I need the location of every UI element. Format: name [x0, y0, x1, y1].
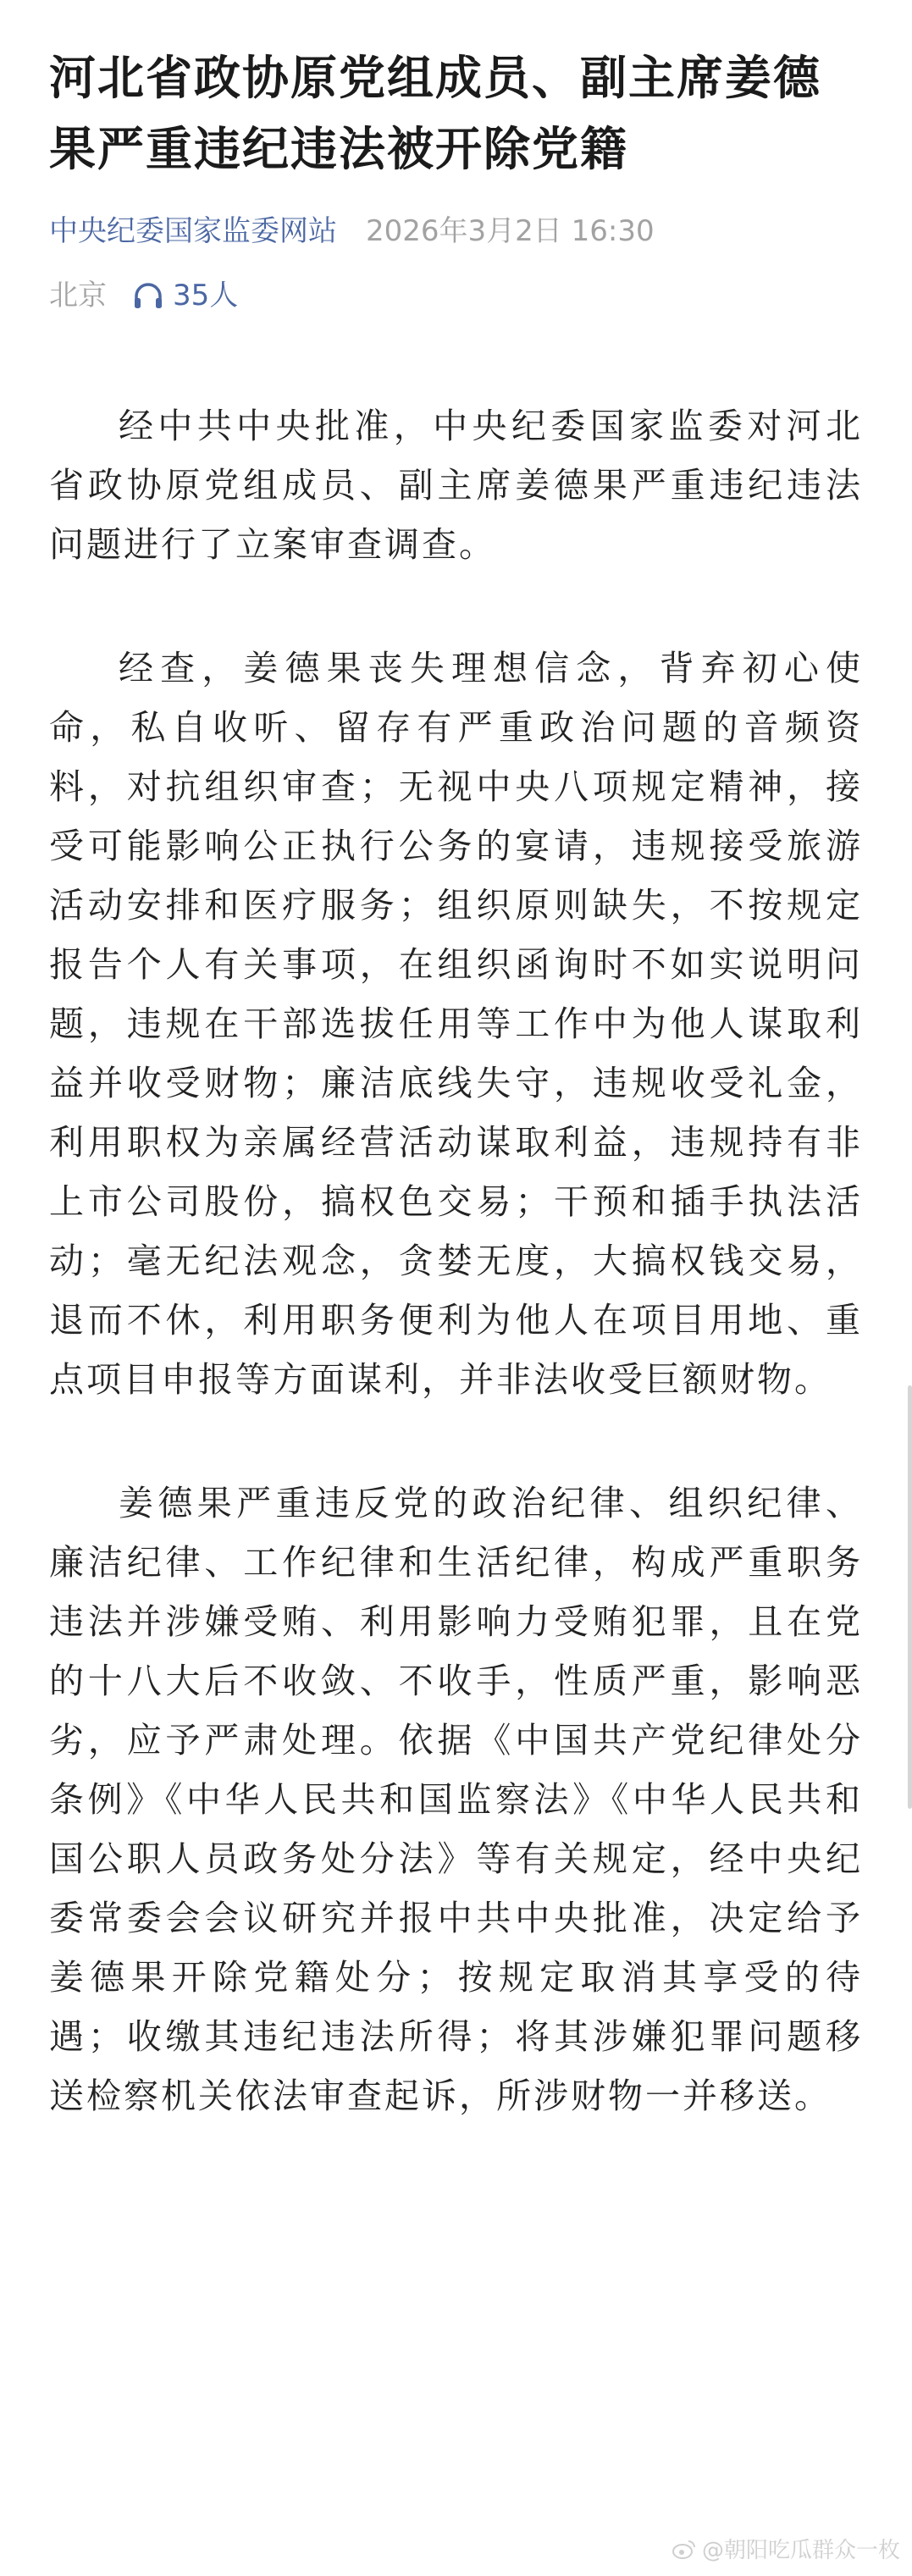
headphone-icon — [132, 281, 164, 310]
paragraph: 经查，姜德果丧失理想信念，背弃初心使命，私自收听、留存有严重政治问题的音频资料，对抗组织审查；无视中央八项规定精神，接受可能影响公正执行公务的宴请，违规接受旅游活动安排和医疗服务；组织原则缺失，不按规定报告个人有关事项，在组织函询时不如实说明问题，违规在干部选拔任用等工作中为他人谋取利益并收受财物；廉洁底线失守，违规收受礼金，利用职权为亲属经营活动谋取利益，违规持有非上市公司股份，搞权色交易；干预和插手执法活动；毫无纪法观念，贪婪无度，大搞权钱交易，退而不休，利用职务便利为他人在项目用地、重点项目申报等方面谋利，并非法收受巨额财物。 — [49, 648, 863, 1400]
publish-location: 北京 — [49, 279, 107, 312]
publish-time: 2026年3月2日 16:30 — [366, 214, 655, 248]
paragraph: 经中共中央批准，中央纪委国家监委对河北省政协原党组成员、副主席姜德果严重违纪违法问题进行了立案审查调查。 — [49, 406, 863, 565]
article-source-link[interactable]: 中央纪委国家监委网站 — [49, 214, 337, 248]
article-meta-secondary — [49, 274, 863, 317]
watermark-text: @朝阳吃瓜群众一枚 — [701, 2538, 900, 2563]
watermark — [672, 2533, 900, 2564]
article-body — [49, 396, 863, 2125]
listen-button[interactable] — [132, 274, 238, 317]
paragraph: 姜德果严重违反党的政治纪律、组织纪律、廉洁纪律、工作纪律和生活纪律，构成严重职务违法并涉嫌受贿、利用影响力受贿犯罪，且在党的十八大后不收敛、不收手，性质严重，影响恶劣，应予严肃处理。依据《中国共产党纪律处分条例》《中华人民共和国监察法》《中华人民共和国公职人员政务处分法》等有关规定，经中央纪委常委会会议研究并报中共中央批准，决定给予姜德果开除党籍处分；按规定取消其享受的待遇；收缴其违纪违法所得；将其涉嫌犯罪问题移送检察机关依法审查起诉，所涉财物一并移送。 — [49, 1483, 863, 2116]
article-meta — [49, 210, 863, 252]
weibo-icon — [672, 2538, 697, 2560]
listener-count: 35人 — [173, 279, 239, 312]
article-title: 河北省政协原党组成员、副主席姜德果严重违纪违法被开除党籍 — [49, 51, 822, 176]
scrollbar[interactable] — [908, 1385, 912, 1809]
